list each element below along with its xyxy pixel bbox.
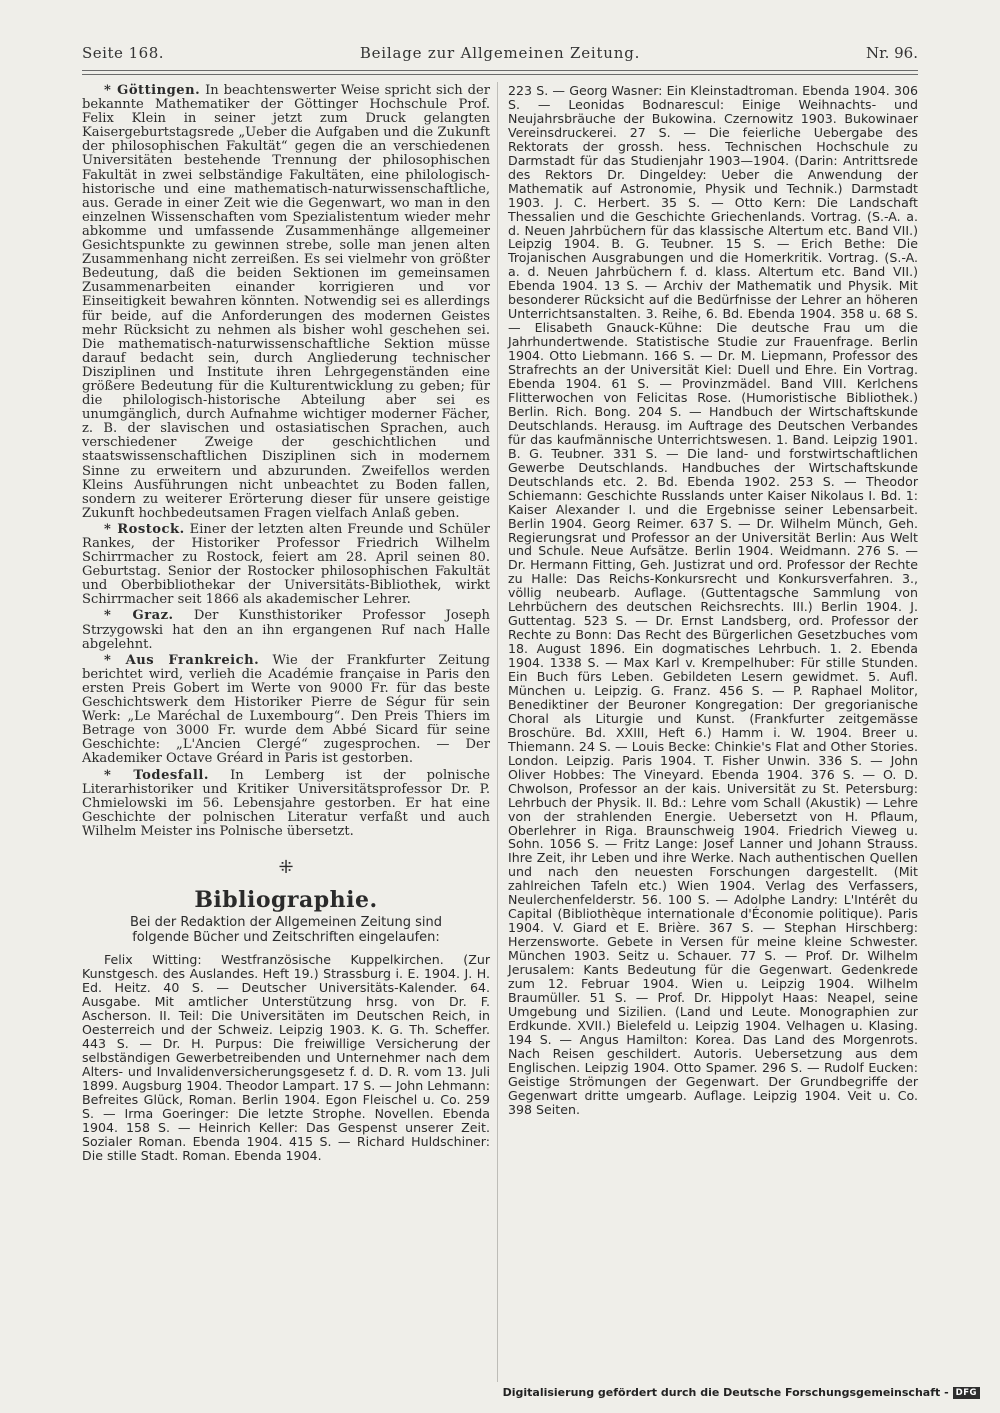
page-header — [82, 40, 918, 66]
bibliography-title: Bibliographie. — [194, 887, 378, 914]
bibliography-text-right: 223 S. — Georg Wasner: Ein Kleinstadtroman. Ebenda 1904. 306 S. — Leonidas Bodnarescul: Einige Weihnachts- und Neujahrsbräuche der Bukowina. Czernowitz 1903. Bukowinaer Vereinsdruckerei. 27 S. — Die feierliche Uebergabe des Rektorats der grossh. hess. Technischen Hochschule zu Darmstadt für das Studienjahr 1903—1904. (Darin: Antrittsrede des Rektors Dr. Dingeldey: Ueber die Anwendung der Mathematik auf Astronomie, Physik und Technik.) Darmstadt 1903. J. C. Herbert. 35 S. — Otto Kern: Die Landschaft Thessalien und die Geschichte Griechenlands. Vortrag. (S.-A. a. d. Neuen Jahrbüchern für das klassische Altertum etc. Band VII.) Leipzig 1904. B. G. Teubner. 15 S. — Erich Bethe: Die Trojanischen Ausgrabungen und die Homerkritik. Vortrag. (S.-A. a. d. Neuen Jahrbüchern f. d. klass. Altertum etc. Band VII.) Ebenda 1904. 13 S. — Archiv der Mathematik und Physik. Mit besonderer Rücksicht auf die Bedürfnisse der Lehrer an höheren Unterrichtsanstalten. 3. Reihe, 6. Bd. Ebenda 1904. 358 u. 68 S. — Elisabeth Gnauck-Kühne: Die deutsche Frau um die Jahrhundertwende. Statistische Studie zur Frauenfrage. Berlin 1904. Otto Liebmann. 166 S. — Dr. M. Liepmann, Professor des Strafrechts an der Universität Kiel: Duell und Ehre. Ein Vortrag. Ebenda 1904. 61 S. — Provinzmädel. Band VIII. Kerlchens Flitterwochen von Felicitas Rose. (Humoristische Bibliothek.) Berlin. Rich. Bong. 204 S. — Handbuch der Wirtschaftskunde Deutschlands. Herausg. im Auftrage des Deutschen Verbandes für das kaufmännische Unterrichtswesen. 1. Band. Leipzig 1901. B. G. Teubner. 331 S. — Die land- und forstwirtschaftlichen Gewerbe Deutschlands. Handbuches der Wirtschaftskunde Deutschlands etc. 2. Bd. Ebenda 1902. 253 S. — Theodor Schiemann: Geschichte Russlands unter Kaiser Nikolaus I. Bd. 1: Kaiser Alexander I. und die Ergebnisse seiner Lebensarbeit. Berlin 1904. Georg Reimer. 637 S. — Dr. Wilhelm Münch, Geh. Regierungsrat und Professor an der Universität Berlin: Aus Welt und Schule. Neue Aufsätze. Berlin 1904. Weidmann. 276 S. — Dr. Hermann Fitting, Geh. Justizrat und ord. Professor der Rechte zu Halle: Das Reichs-Konkursrecht und Konkursverfahren. 3., völlig neubearb. Auflage. (Guttentagsche Sammlung von Lehrbüchern des deutschen Reichsrechts. III.) Berlin 1904. J. Guttentag. 523 S. — Dr. Ernst Landsberg, ord. Professor der Rechte zu Bonn: Das Recht des Bürgerlichen Gesetzbuches vom 18. August 1896. Ein dogmatisches Lehrbuch. 1. 2. Ebenda 1904. 1338 S. — Max Karl v. Krempelhuber: Für stille Stunden. Ein Buch fürs Leben. Gebildeten Lesern gewidmet. 5. Aufl. München u. Leipzig. G. Franz. 456 S. — P. Raphael Molitor, Benediktiner der Beuroner Kongregation: Der gregorianische Choral als Liturgie und Kunst. (Frankfurter zeitgemässe Broschüre. Bd. XXIII, Heft 6.) Hamm i. W. 1904. Breer u. Thiemann. 24 S. — Louis Becke: Chinkie's Flat and Other Stories. London. Leipzig. Paris 1904. T. Fisher Unwin. 336 S. — John Oliver Hobbes: The Vineyard. Ebenda 1904. 376 S. — O. D. Chwolson, Professor an der kais. Universität zu St. Petersburg: Lehrbuch der Physik. II. Bd.: Lehre vom Schall (Akustik) — Lehre von der strahlenden Energie. Uebersetzt von H. Pflaum, Oberlehrer in Riga. Braunschweig 1904. Friedrich Vieweg u. Sohn. 1056 S. — Fritz Lange: Josef Lanner und Johann Strauss. Ihre Zeit, ihr Leben und ihre Werke. Nach authentischen Quellen und nach den neuesten Forschungen dargestellt. (Mit zahlreichen Tafeln etc.) Wien 1904. Verlag des Verfassers, Neulerchenfelderstr. 56. 100 S. — Adolphe Landry: L'Intérêt du Capital (Bibliothèque internationale d'Économie politique). Paris 1904. V. Giard et E. Brière. 367 S. — Stephan Hirschberg: Herzensworte. Gebete in Versen für meine kleine Schwester. München 1903. Seitz u. Schauer. 77 S. — Prof. Dr. Wilhelm Jerusalem: Kants Bedeutung für die Gegenwart. Gedenkrede zum 12. Februar 1904. Wien u. Leipzig 1904. Wilhelm Braumüller. 51 S. — Prof. Dr. Hippolyt Haas: Neapel, seine Umgebung und Sizilien. (Land und Leute. Monographien zur Erdkunde. XVII.) Bielefeld u. Leipzig 1904. Velhagen u. Klasing. 194 S. — Angus Hamilton: Korea. Das Land des Morgenrots. Nach Reisen geschildert. Autoris. Uebersetzung aus dem Englischen. Leipzig 1904. Otto Spamer. 296 S. — Rudolf Eucken: Geistige Strömungen der Gegenwart. Der Grundbegriffe der Gegenwart dritte umgearb. Auflage. Leipzig 1904. Veit u. Co. 398 Seiten. — [508, 83, 918, 1117]
news-title: * Aus Frankreich. — [104, 652, 260, 668]
news-item-rostock — [82, 523, 490, 608]
news-title: * Graz. — [104, 608, 174, 624]
news-item-graz — [82, 609, 490, 651]
news-title: * Todesfall. — [104, 767, 209, 783]
page-number: Seite 168. — [82, 44, 165, 62]
news-text: In beachtenswerter Weise spricht sich der bekannte Mathematiker der Göttinger Hochschule Prof. Felix Klein in seiner jetzt zum Druck gelangten Kaisergeburtstagsrede „Ueber die Aufgaben und die Zukunft der philosophischen Fakultät“ gegen die an verschiedenen Universitäten bestehende Trennung der philosophischen Fakultät in zwei selbständige Fakultäten, eine philologisch-historische und eine mathematisch-naturwissenschaftliche, aus. Gerade in einer Zeit wie die Gegenwart, wo man in den einzelnen Wissenschaften vom Spezialistentum wieder mehr abkomme und umfassende Zusammenhänge allgemeiner Gesichtspunkte zu gewinnen strebe, solle man jenen alten Zusammenhang nicht zerreißen. Es sei vielmehr von größter Bedeutung, daß die beiden Sektionen im gemeinsamen Zusammenarbeiten einander korrigieren und vor Einseitigkeit bewahren könnten. Notwendig sei es allerdings für beide, auf die Anforderungen des modernen Geistes mehr Rücksicht zu nehmen als bisher wohl geschehen sei. Die mathematisch-naturwissenschaftliche Sektion müsse darauf bedacht sein, durch Angliederung technischer Disziplinen und Institute ihren Lehrgegenständen eine größere Bedeutung für die Kulturentwicklung zu geben; für die philologisch-historische Abteilung aber sei es unumgänglich, durch Aufnahme wichtiger moderner Fächer, z. B. der slavischen und ostasiatischen Sprachen, auch verschiedener Zweige der geschichtlichen und staatswissenschaftlichen Disziplinen sich in modernem Sinne zu erweitern und abzurunden. Zweifellos werden Kleins Ausführungen nicht unbeachtet zu Boden fallen, sondern zu weiterer Erörterung dieser für unsere geistige Zukunft hochbedeutsamen Fragen vielfach Anlaß geben. — [82, 83, 490, 521]
issue-number: Nr. 96. — [865, 44, 918, 62]
section-ornament-icon: ⁜ — [278, 856, 294, 878]
digitization-credit — [503, 1386, 980, 1399]
dfg-logo: DFG — [953, 1387, 980, 1399]
news-item-todesfall — [82, 769, 490, 839]
news-text: Einer der letzten alten Freunde und Schüler Rankes, der Historiker Professor Friedrich Wilhelm Schirrmacher zu Rostock, feiert am 28. April seinen 80. Geburtstag. Senior der Rostocker philosophischen Fakultät und Oberbibliothekar der Universitäts-Bibliothek, wirkt Schirrmacher seit 1866 als akademischer Lehrer. — [82, 521, 490, 608]
news-text: Wie der Frankfurter Zeitung berichtet wird, verlieh die Académie française in Paris den ersten Preis Gobert im Werte von 9000 Fr. für das beste Geschichtswerk dem Historiker Pierre de Ségur für sein Werk: „Le Maréchal de Luxembourg“. Den Preis Thiers im Betrage von 3000 Fr. wurde dem Abbé Sicard für seine Geschichte: „L'Ancien Clergé“ zugesprochen. — Der Akademiker Octave Gréard in Paris ist gestorben. — [82, 652, 491, 767]
news-item-frankreich — [82, 654, 490, 767]
news-text: Der Kunsthistoriker Professor Joseph Strzygowski hat den an ihn ergangenen Ruf nach Halle abgelehnt. — [82, 608, 490, 652]
bibliography-intro: Bei der Redaktion der Allgemeinen Zeitung sind folgende Bücher und Zeitschriften eingelaufen: — [130, 915, 442, 946]
news-text: In Lemberg ist der polnische Literarhistoriker und Kritiker Universitätsprofessor Dr. P. Chmielowski im 56. Lebensjahre gestorben. Er hat eine Geschichte der polnischen Literatur verfaßt und auch Wilhelm Meister ins Polnische übersetzt. — [82, 767, 490, 839]
news-title: * Göttingen. — [104, 83, 201, 98]
header-rule-double — [82, 74, 918, 75]
bibliography-text-left: Felix Witting: Westfranzösische Kuppelkirchen. (Zur Kunstgesch. des Auslandes. Heft 19.) Strassburg i. E. 1904. J. H. Ed. Heitz. 40 S. — Deutscher Universitäts-Kalender. 64. Ausgabe. Mit amtlicher Unterstützung hrsg. von Dr. F. Ascherson. II. Teil: Die Universitäten im Deutschen Reich, in Oesterreich und der Schweiz. Leipzig 1903. K. G. Th. Scheffer. 443 S. — Dr. H. Purpus: Die freiwillige Versicherung der selbständigen Gewerbetreibenden und Unternehmer nach dem Alters- und Invalidenversicherungsgesetz f. d. D. R. vom 13. Juli 1899. Augsburg 1904. Theodor Lampart. 17 S. — John Lehmann: Befreites Glück, Roman. Berlin 1904. Egon Fleischel u. Co. 259 S. — Irma Goeringer: Die letzte Strophe. Novellen. Ebenda 1904. 158 S. — Heinrich Keller: Das Gespenst unserer Zeit. Sozialer Roman. Ebenda 1904. 415 S. — Richard Huldschiner: Die stille Stadt. Roman. Ebenda 1904. — [82, 952, 490, 1163]
header-rule — [82, 70, 918, 71]
column-divider — [497, 82, 498, 1382]
news-item-goettingen — [82, 84, 490, 521]
left-column — [82, 84, 490, 1162]
credit-text: Digitalisierung gefördert durch die Deutsche Forschungsgemeinschaft - — [502, 1386, 949, 1399]
publication-title: Beilage zur Allgemeinen Zeitung. — [359, 44, 641, 62]
right-column — [508, 84, 918, 1117]
news-title: * Rostock. — [104, 521, 185, 537]
